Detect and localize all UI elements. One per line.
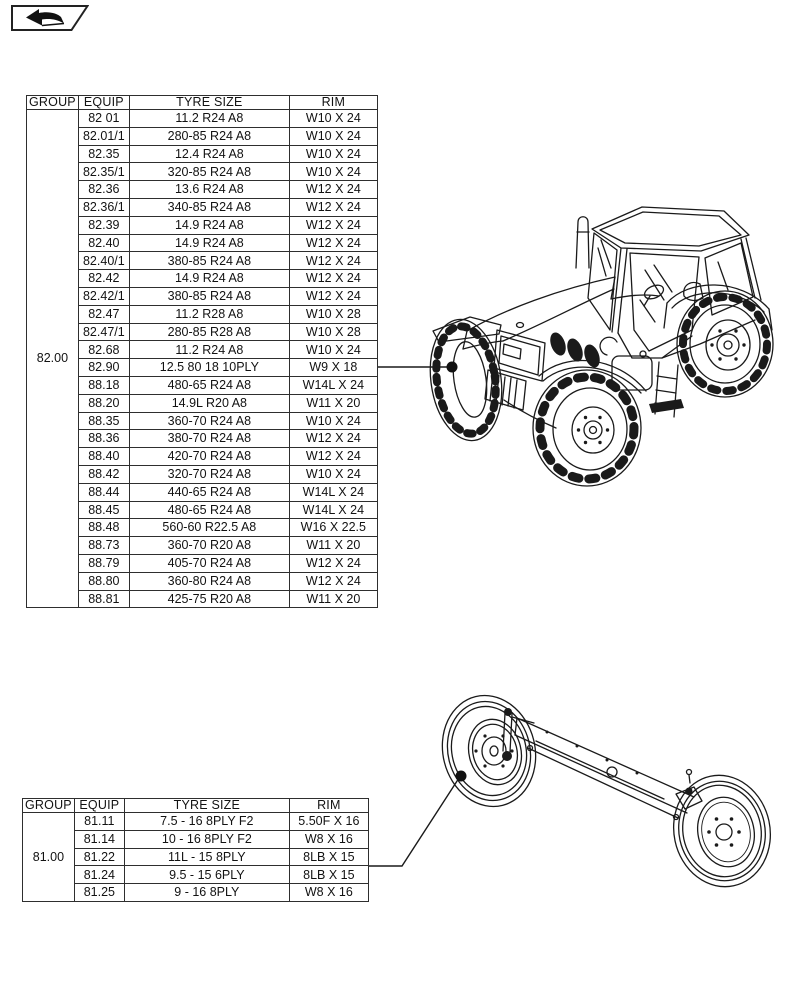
equip-cell: 88.35 — [78, 412, 129, 430]
table-row — [27, 270, 378, 288]
rim-cell: W10 X 24 — [289, 163, 377, 181]
table-row — [27, 554, 378, 572]
tyre-size-cell: 9 - 16 8PLY — [124, 884, 289, 902]
equip-cell: 82.42 — [78, 270, 129, 288]
equip-cell: 88.80 — [78, 572, 129, 590]
group-cell: 82.00 — [27, 110, 79, 608]
tractor-illustration — [423, 207, 773, 486]
table-row — [23, 848, 369, 866]
equip-cell: 88.18 — [78, 376, 129, 394]
table-row — [27, 181, 378, 199]
tyre-size-cell: 360-80 R24 A8 — [129, 572, 289, 590]
table-row — [27, 359, 378, 377]
tyre-size-cell: 420-70 R24 A8 — [129, 448, 289, 466]
callout-dot — [456, 771, 467, 782]
tyre-size-cell: 380-85 R24 A8 — [129, 252, 289, 270]
equip-cell: 88.40 — [78, 448, 129, 466]
table-row — [23, 830, 369, 848]
equip-cell: 88.45 — [78, 501, 129, 519]
hood-louvres — [547, 330, 602, 369]
equip-cell: 88.81 — [78, 590, 129, 608]
equip-cell: 88.36 — [78, 430, 129, 448]
table-row — [27, 430, 378, 448]
table-row — [27, 572, 378, 590]
equip-cell: 82.42/1 — [78, 287, 129, 305]
rim-cell: W8 X 16 — [289, 830, 368, 848]
table-row — [27, 590, 378, 608]
table-row — [27, 252, 378, 270]
equip-cell: 82.39 — [78, 216, 129, 234]
tyre-size-cell: 480-65 R24 A8 — [129, 501, 289, 519]
table-row — [27, 483, 378, 501]
rim-cell: W12 X 24 — [289, 181, 377, 199]
rim-cell: W10 X 24 — [289, 127, 377, 145]
rim-cell: 5.50F X 16 — [289, 813, 368, 831]
table-row — [27, 163, 378, 181]
rim-cell: 8LB X 15 — [289, 848, 368, 866]
equip-cell: 82.90 — [78, 359, 129, 377]
exhaust-stack — [576, 217, 589, 268]
rim-cell: W8 X 16 — [289, 884, 368, 902]
tyre-size-cell: 380-70 R24 A8 — [129, 430, 289, 448]
equip-cell: 82.40 — [78, 234, 129, 252]
table-row — [27, 501, 378, 519]
rim-cell: 8LB X 15 — [289, 866, 368, 884]
equip-cell: 82 01 — [78, 110, 129, 128]
tyre-size-cell: 13.6 R24 A8 — [129, 181, 289, 199]
rim-cell: W12 X 24 — [289, 448, 377, 466]
table-row — [23, 813, 369, 831]
column-header-tyre-size: TYRE SIZE — [124, 799, 289, 813]
tractor-front-right-wheel — [533, 370, 641, 486]
equip-cell: 88.42 — [78, 465, 129, 483]
tyre-size-cell: 11L - 15 8PLY — [124, 848, 289, 866]
tyre-size-cell: 320-70 R24 A8 — [129, 465, 289, 483]
axle-beam — [515, 718, 702, 820]
column-header-rim: RIM — [289, 96, 377, 110]
table-row — [27, 519, 378, 537]
equip-cell: 82.36/1 — [78, 198, 129, 216]
equip-cell: 82.68 — [78, 341, 129, 359]
rim-cell: W10 X 28 — [289, 323, 377, 341]
rim-cell: W14L X 24 — [289, 501, 377, 519]
equip-cell: 81.11 — [74, 813, 124, 831]
table-header-row — [27, 96, 378, 110]
table-header-row — [23, 799, 369, 813]
tyre-size-cell: 11.2 R24 A8 — [129, 110, 289, 128]
rim-cell: W10 X 24 — [289, 412, 377, 430]
equip-cell: 88.79 — [78, 554, 129, 572]
column-header-group: GROUP — [27, 96, 79, 110]
table-row — [27, 537, 378, 555]
equip-cell: 81.14 — [74, 830, 124, 848]
tyre-size-cell: 14.9 R24 A8 — [129, 270, 289, 288]
tractor-cab — [588, 207, 761, 358]
rim-cell: W12 X 24 — [289, 572, 377, 590]
table-row — [27, 198, 378, 216]
tyre-size-cell: 560-60 R22.5 A8 — [129, 519, 289, 537]
rim-cell: W9 X 18 — [289, 359, 377, 377]
table-row — [27, 448, 378, 466]
tyre-size-cell: 9.5 - 15 6PLY — [124, 866, 289, 884]
column-header-equip: EQUIP — [78, 96, 129, 110]
equip-cell: 88.44 — [78, 483, 129, 501]
table-row — [23, 866, 369, 884]
tyre-size-cell: 11.2 R24 A8 — [129, 341, 289, 359]
table-row — [27, 394, 378, 412]
rim-cell: W11 X 20 — [289, 394, 377, 412]
column-header-tyre-size: TYRE SIZE — [129, 96, 289, 110]
equip-cell: 82.35/1 — [78, 163, 129, 181]
tyre-size-cell: 12.4 R24 A8 — [129, 145, 289, 163]
rim-cell: W12 X 24 — [289, 287, 377, 305]
tyre-size-cell: 360-70 R24 A8 — [129, 412, 289, 430]
rim-cell: W10 X 24 — [289, 341, 377, 359]
rim-cell: W12 X 24 — [289, 270, 377, 288]
rim-cell: W12 X 24 — [289, 216, 377, 234]
tyre-size-cell: 280-85 R28 A8 — [129, 323, 289, 341]
equip-cell: 81.22 — [74, 848, 124, 866]
tyre-size-cell: 11.2 R28 A8 — [129, 305, 289, 323]
tyre-size-cell: 440-65 R24 A8 — [129, 483, 289, 501]
column-header-rim: RIM — [289, 799, 368, 813]
tyre-size-cell: 405-70 R24 A8 — [129, 554, 289, 572]
front-axle-illustration — [431, 686, 781, 896]
table-row — [27, 287, 378, 305]
table-row — [27, 323, 378, 341]
equip-cell: 82.01/1 — [78, 127, 129, 145]
rim-cell: W16 X 22.5 — [289, 519, 377, 537]
rim-cell: W12 X 24 — [289, 234, 377, 252]
equip-cell: 82.40/1 — [78, 252, 129, 270]
rim-cell: W10 X 28 — [289, 305, 377, 323]
table-row — [27, 234, 378, 252]
tyre-size-cell: 340-85 R24 A8 — [129, 198, 289, 216]
tyre-rim-table-81 — [22, 798, 369, 902]
rim-cell: W11 X 20 — [289, 537, 377, 555]
table-row — [27, 376, 378, 394]
leader-line — [364, 778, 459, 866]
table-row — [27, 110, 378, 128]
table-row — [27, 305, 378, 323]
equip-cell: 81.24 — [74, 866, 124, 884]
equip-cell: 82.47/1 — [78, 323, 129, 341]
rim-cell: W12 X 24 — [289, 198, 377, 216]
rim-cell: W11 X 20 — [289, 590, 377, 608]
tyre-size-cell: 280-85 R24 A8 — [129, 127, 289, 145]
column-header-equip: EQUIP — [74, 799, 124, 813]
table-row — [27, 341, 378, 359]
tyre-size-cell: 480-65 R24 A8 — [129, 376, 289, 394]
equip-cell: 82.35 — [78, 145, 129, 163]
rim-cell: W12 X 24 — [289, 252, 377, 270]
equip-cell: 88.48 — [78, 519, 129, 537]
tyre-rim-table-82 — [26, 95, 378, 608]
callout-leader-82 — [372, 362, 458, 373]
rim-cell: W14L X 24 — [289, 376, 377, 394]
tyre-size-cell: 360-70 R20 A8 — [129, 537, 289, 555]
tyre-size-cell: 14.9 R24 A8 — [129, 216, 289, 234]
tyre-size-cell: 425-75 R20 A8 — [129, 590, 289, 608]
tyre-size-cell: 380-85 R24 A8 — [129, 287, 289, 305]
tyre-size-cell: 320-85 R24 A8 — [129, 163, 289, 181]
table-row — [27, 216, 378, 234]
rim-cell: W12 X 24 — [289, 430, 377, 448]
table-row — [23, 884, 369, 902]
rim-cell: W12 X 24 — [289, 554, 377, 572]
callout-dot — [447, 362, 458, 373]
tyre-size-cell: 12.5 80 18 10PLY — [129, 359, 289, 377]
equip-cell: 82.36 — [78, 181, 129, 199]
callout-leader-81 — [364, 771, 467, 867]
table-row — [27, 127, 378, 145]
equip-cell: 88.20 — [78, 394, 129, 412]
tyre-size-cell: 10 - 16 8PLY F2 — [124, 830, 289, 848]
table-row — [27, 465, 378, 483]
equip-cell: 81.25 — [74, 884, 124, 902]
axle-right-wheel — [663, 766, 780, 896]
equip-cell: 88.73 — [78, 537, 129, 555]
rim-cell: W14L X 24 — [289, 483, 377, 501]
tyre-size-cell: 7.5 - 16 8PLY F2 — [124, 813, 289, 831]
table-row — [27, 412, 378, 430]
equip-cell: 82.47 — [78, 305, 129, 323]
rim-cell: W10 X 24 — [289, 465, 377, 483]
column-header-group: GROUP — [23, 799, 75, 813]
table-row — [27, 145, 378, 163]
tyre-size-cell: 14.9 R24 A8 — [129, 234, 289, 252]
rim-cell: W10 X 24 — [289, 145, 377, 163]
rim-cell: W10 X 24 — [289, 110, 377, 128]
tyre-size-cell: 14.9L R20 A8 — [129, 394, 289, 412]
group-cell: 81.00 — [23, 813, 75, 902]
